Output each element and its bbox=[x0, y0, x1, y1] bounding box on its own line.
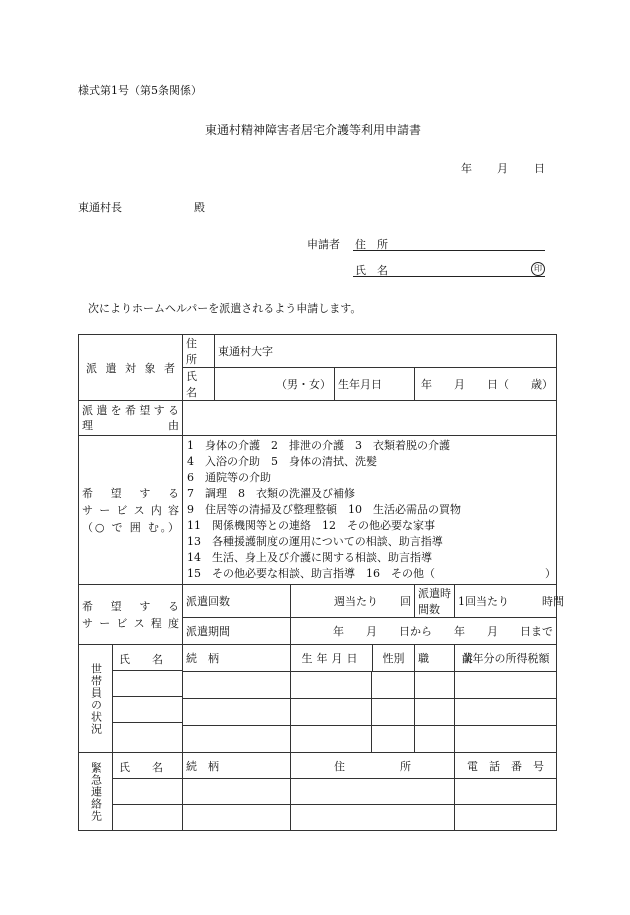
services-row bbox=[79, 436, 557, 585]
applicant-address-line bbox=[353, 250, 545, 251]
applicant-name-line bbox=[353, 276, 545, 277]
addressee-name: 東通村長 bbox=[78, 201, 122, 214]
applicant-address-label: 住 所 bbox=[355, 238, 388, 251]
form-title: 東通村精神障害者居宅介護等利用申請書 bbox=[205, 123, 422, 137]
reason-value bbox=[183, 401, 557, 436]
service-item: 13 各種援護制度の運用についての相談、助言指導 bbox=[187, 535, 443, 548]
emergency-section bbox=[79, 753, 183, 831]
service-item: 6 通院等の介助 bbox=[187, 471, 271, 484]
household-header-gender: 性別 bbox=[382, 652, 405, 665]
subject-birth-value: 年 月 日（ 歳） bbox=[415, 368, 557, 401]
dispatch-period-value: 年 月 日から 年 月 日まで bbox=[291, 618, 557, 645]
household-header-name: 氏 名 bbox=[119, 653, 163, 666]
emergency-label: 緊急連絡先 bbox=[89, 761, 103, 822]
dispatch-time-value: 1回当たり 時間 bbox=[455, 585, 557, 618]
service-item: 1 身体の介護 2 排泄の介護 3 衣類着脱の介護 bbox=[187, 439, 450, 452]
dispatch-time-label: 派遣時間数 bbox=[415, 585, 455, 618]
emergency-header-row bbox=[79, 753, 557, 779]
household-header-birth: 生年月日 性別 bbox=[291, 645, 415, 672]
subject-address-value: 東通村大字 bbox=[215, 335, 557, 368]
household-header-relation: 続 柄 bbox=[183, 645, 291, 672]
services-list bbox=[183, 436, 557, 585]
service-item: 7 調理 8 衣類の洗濯及び補修 bbox=[187, 487, 355, 500]
subject-birth-label: 生年月日 bbox=[335, 368, 415, 401]
service-item: 9 住居等の清掃及び整理整頓 10 生活必需品の買物 bbox=[187, 503, 461, 516]
household-header-row bbox=[79, 645, 557, 672]
degree-count-row bbox=[79, 585, 557, 618]
date-month-label: 月 bbox=[497, 162, 508, 175]
applicant-name-label: 氏 名 bbox=[355, 264, 388, 277]
household-header-tax: 前年分の所得税額 bbox=[455, 645, 557, 672]
applicant-label: 申請者 bbox=[307, 238, 340, 251]
household-section bbox=[79, 645, 183, 753]
form-number: 様式第1号（第5条関係） bbox=[78, 84, 202, 97]
dispatch-count-label: 派遣回数 bbox=[183, 585, 291, 618]
degree-label: 希 望 す る サービス程度 bbox=[79, 585, 183, 645]
date-day-label: 日 bbox=[534, 162, 545, 175]
dispatch-period-label: 派遣期間 bbox=[183, 618, 291, 645]
household-label: 世帯員の状況 bbox=[89, 662, 103, 735]
reason-row bbox=[79, 401, 557, 436]
addressee-honorific: 殿 bbox=[194, 201, 205, 214]
intro-text: 次によりホームヘルパーを派遣されるよう申請します。 bbox=[88, 302, 362, 315]
date-year-label: 年 bbox=[461, 162, 472, 175]
service-item: 11 関係機関等との連絡 12 その他必要な家事 bbox=[187, 519, 435, 532]
application-table bbox=[78, 334, 564, 831]
emergency-header-phone: 電話番号 bbox=[455, 753, 557, 779]
emergency-header-relation: 続 柄 bbox=[183, 753, 291, 779]
emergency-header-name: 氏 名 bbox=[119, 761, 163, 774]
service-item: 4 入浴の介助 5 身体の清拭、洗髪 bbox=[187, 455, 377, 468]
subject-gender: （男・女） bbox=[215, 368, 335, 401]
seal-mark: 印 bbox=[531, 262, 545, 276]
reason-label: 派遣を希望する 理 由 bbox=[79, 401, 183, 436]
dispatch-count-value: 週当たり 回 bbox=[291, 585, 415, 618]
household-header-occupation: 職 業 bbox=[415, 645, 455, 672]
service-item: 14 生活、身上及び介護に関する相談、助言指導 bbox=[187, 551, 432, 564]
subject-header: 派遣対象者 bbox=[79, 335, 183, 401]
service-item: 15 その他必要な相談、助言指導 16 その他（ ） bbox=[187, 567, 556, 580]
subject-address-label: 住 所 bbox=[183, 335, 215, 368]
subject-name-label: 氏 名 bbox=[183, 368, 215, 401]
emergency-header-address: 住 所 bbox=[291, 753, 455, 779]
subject-address-row bbox=[79, 335, 557, 368]
services-label: 希 望 す る サービス内容 （○ で 囲 む。） bbox=[79, 436, 183, 585]
